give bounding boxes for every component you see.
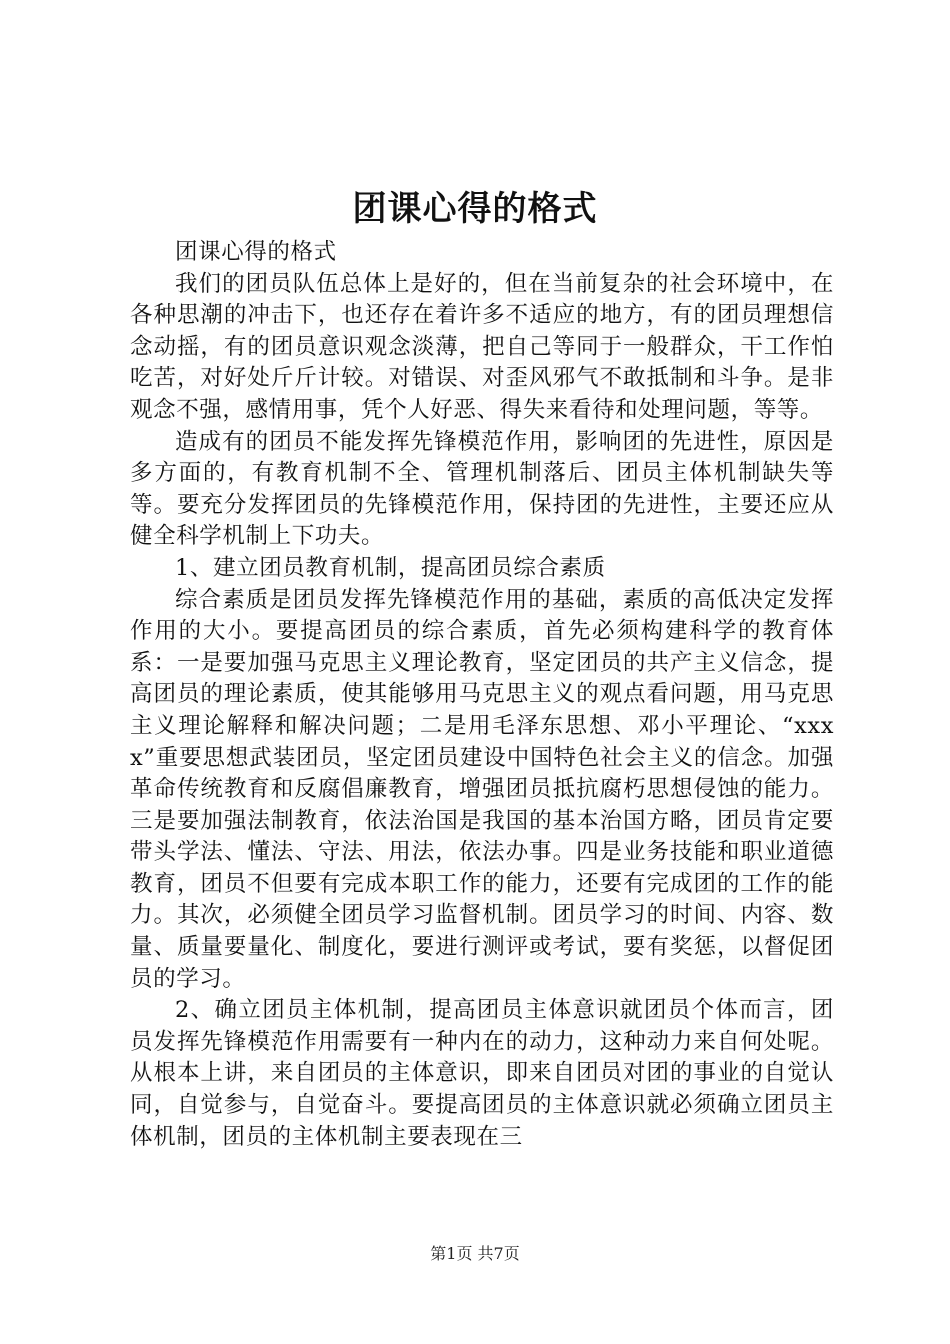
section-heading-1: 1、建立团员教育机制，提高团员综合素质 (175, 554, 606, 581)
document-body (130, 237, 834, 1153)
document-title: 团课心得的格式 (352, 189, 598, 229)
paragraph-intro: 我们的团员队伍总体上是好的，但在当前复杂的社会环境中，在各种思潮的冲击下，也还存在着许多不适应的地方，有的团员理想信念动摇，有的团员意识观念淡薄，把自己等同于一般群众，干工作怕吃苦，对好处斤斤计较。对错误、对歪风邪气不敢抵制和斗争。是非观念不强，感情用事，凭个人好恶、得失来看待和处理问题，等等。 (130, 270, 834, 423)
page-number-footer: 第1页 共7页 (430, 1244, 520, 1263)
paragraph-subtitle: 团课心得的格式 (175, 239, 337, 265)
section-heading-2-paragraph: 2、确立团员主体机制，提高团员主体意识就团员个体而言，团员发挥先锋模范作用需要有一种内在的动力，这种动力来自何处呢。从根本上讲，来自团员的主体意识，即来自团员对团的事业的自觉认同，自觉参与，自觉奋斗。要提高团员的主体意识就必须确立团员主体机制，团员的主体机制主要表现在三 (130, 997, 834, 1150)
paragraph-education: 综合素质是团员发挥先锋模范作用的基础，素质的高低决定发挥作用的大小。要提高团员的综合素质，首先必须构建科学的教育体系：一是要加强马克思主义理论教育，坚定团员的共产主义信念，提高团员的理论素质，使其能够用马克思主义的观点看问题，用马克思主义理论解释和解决问题；二是用毛泽东思想、邓小平理论、“xxxx”重要思想武装团员，坚定团员建设中国特色社会主义的信念。加强革命传统教育和反腐倡廉教育，增强团员抵抗腐朽思想侵蚀的能力。三是要加强法制教育，依法治国是我国的基本治国方略，团员肯定要带头学法、懂法、守法、用法，依法办事。四是业务技能和职业道德教育，团员不但要有完成本职工作的能力，还要有完成团的工作的能力。其次，必须健全团员学习监督机制。团员学习的时间、内容、数量、质量要量化、制度化，要进行测评或考试，要有奖惩，以督促团员的学习。 (130, 586, 834, 992)
paragraph-causes: 造成有的团员不能发挥先锋模范作用，影响团的先进性，原因是多方面的，有教育机制不全、管理机制落后、团员主体机制缺失等等。要充分发挥团员的先锋模范作用，保持团的先进性，主要还应从健全科学机制上下功夫。 (130, 428, 834, 550)
